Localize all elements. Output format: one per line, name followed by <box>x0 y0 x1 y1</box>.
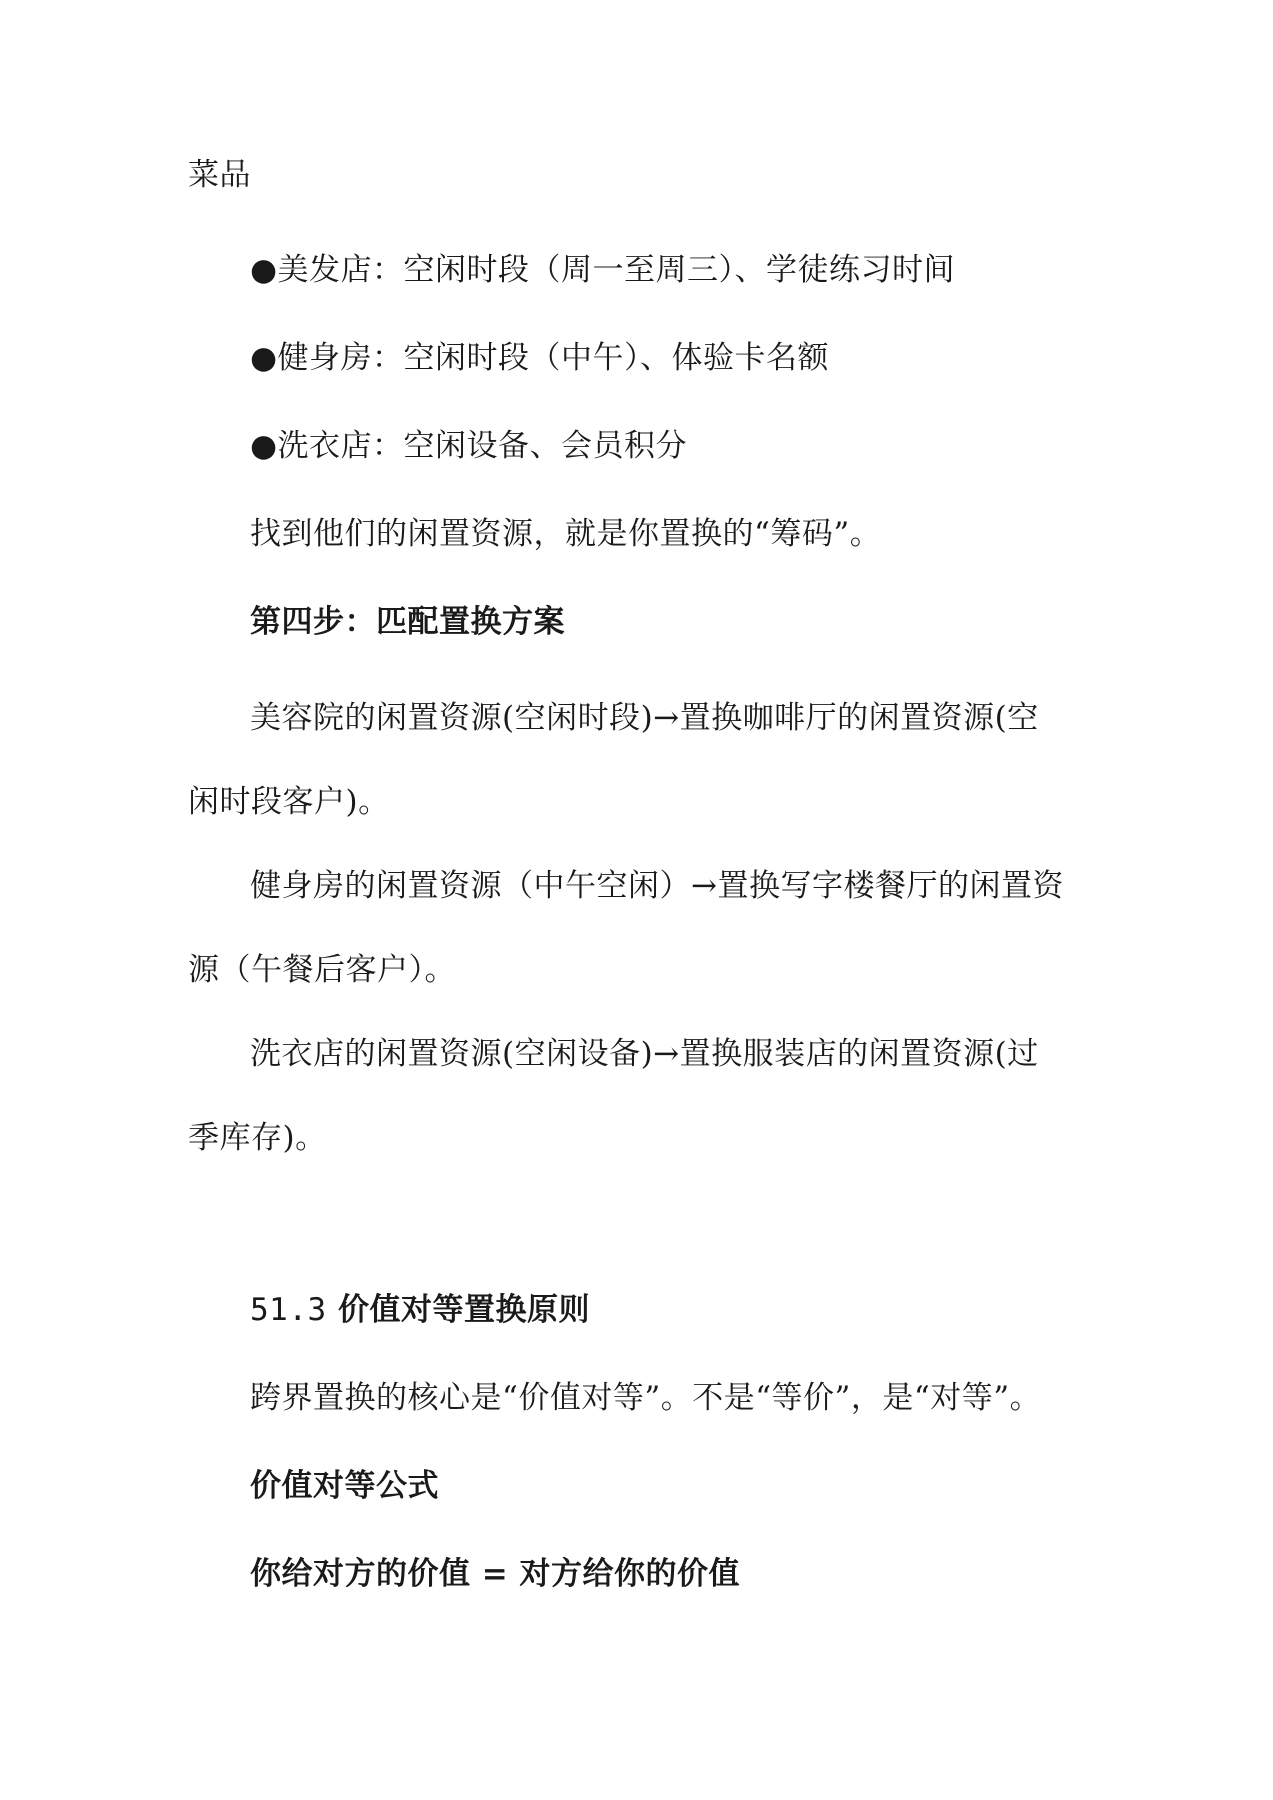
bullet-item-laundry: ●洗衣店：空闲设备、会员积分 <box>250 428 688 464</box>
example-1-line-1: 美容院的闲置资源(空闲时段)→置换咖啡厅的闲置资源(空 <box>250 700 1039 736</box>
formula-text: 你给对方的价值 = 对方给你的价值 <box>250 1556 741 1592</box>
formula-heading: 价值对等公式 <box>250 1468 439 1504</box>
example-2-line-1: 健身房的闲置资源（中午空闲）→置换写字楼餐厅的闲置资 <box>250 868 1064 904</box>
example-1-line-2: 闲时段客户)。 <box>188 784 390 820</box>
section-number: 51.3 <box>250 1292 327 1328</box>
bullet-item-hair-salon: ●美发店：空闲时段（周一至周三）、学徒练习时间 <box>250 252 956 288</box>
bullet-item-gym: ●健身房：空闲时段（中午）、体验卡名额 <box>250 340 830 376</box>
example-3-line-2: 季库存)。 <box>188 1120 327 1156</box>
find-resources-paragraph: 找到他们的闲置资源，就是你置换的“筹码”。 <box>250 516 882 552</box>
continuation-text: 菜品 <box>188 157 251 193</box>
example-3-line-1: 洗衣店的闲置资源(空闲设备)→置换服装店的闲置资源(过 <box>250 1036 1039 1072</box>
section-heading <box>250 1290 590 1330</box>
example-2-line-2: 源（午餐后客户）。 <box>188 952 456 988</box>
section-title: 价值对等置换原则 <box>337 1292 590 1328</box>
core-principle-paragraph: 跨界置换的核心是“价值对等”。不是“等价”，是“对等”。 <box>250 1380 1042 1416</box>
step4-heading: 第四步：匹配置换方案 <box>250 604 565 640</box>
